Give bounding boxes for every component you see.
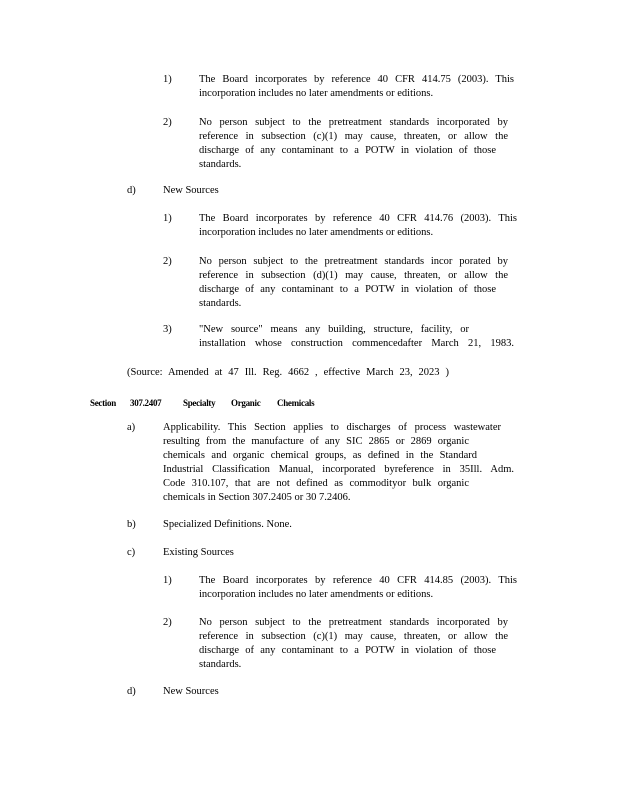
paragraph <box>199 212 517 240</box>
list-number: 3) <box>163 324 172 335</box>
text-line: The Board incorporates by reference 40 CFR 414.76 (2003). This <box>199 213 517 224</box>
heading-text: New Sources <box>163 185 219 196</box>
subsection-heading <box>163 685 219 699</box>
section-label: Section <box>90 398 116 408</box>
list-number: 1) <box>163 575 172 586</box>
list-number: 2) <box>163 256 172 267</box>
paragraph <box>199 323 514 351</box>
text-line: No person subject to the pretreatment standards incorporated by <box>199 617 508 628</box>
text-line: incorporation includes no later amendments or editions. <box>199 589 434 600</box>
paragraph <box>163 518 292 532</box>
text-line: standards. <box>199 298 242 309</box>
paragraph <box>199 574 517 602</box>
list-number: 2) <box>163 617 172 628</box>
text-line: (Source: Amended at 47 Ill. Reg. 4662 , effective March 23, 2023 ) <box>127 367 449 378</box>
subsection-heading <box>163 546 234 560</box>
heading-text: Existing Sources <box>163 547 234 558</box>
text-line: chemicals in Section 307.2405 or 30 7.2406. <box>163 492 351 503</box>
list-number: 2) <box>163 117 172 128</box>
paragraph <box>199 73 514 101</box>
text-line: No person subject to the pretreatment standards incor porated by <box>199 256 508 267</box>
text-line: The Board incorporates by reference 40 CFR 414.85 (2003). This <box>199 575 517 586</box>
list-letter: a) <box>127 422 136 433</box>
text-line: reference in subsection (c)(1) may cause, threaten, or allow the <box>199 631 508 642</box>
paragraph <box>199 255 508 311</box>
text-line: incorporation includes no later amendments or editions. <box>199 88 434 99</box>
text-line: discharge of any contaminant to a POTW in violation of those <box>199 645 496 656</box>
text-line: Code 310.107, that are not defined as commodityor bulk organic <box>163 478 469 489</box>
list-number: 1) <box>163 74 172 85</box>
section-number: 307.2407 <box>130 398 162 408</box>
heading-text: New Sources <box>163 686 219 697</box>
list-number: 1) <box>163 213 172 224</box>
text-line: chemicals and organic chemical groups, as defined in the Standard <box>163 450 477 461</box>
text-line: The Board incorporates by reference 40 CFR 414.75 (2003). This <box>199 74 514 85</box>
text-line: Applicability. This Section applies to discharges of process wastewater <box>163 422 501 433</box>
text-line: resulting from the manufacture of any SIC 2865 or 2869 organic <box>163 436 469 447</box>
source-note <box>127 366 449 380</box>
text-line: discharge of any contaminant to a POTW in violation of those <box>199 284 496 295</box>
text-line: reference in subsection (c)(1) may cause, threaten, or allow the <box>199 131 508 142</box>
section-title-word: Specialty <box>183 398 216 408</box>
text-line: reference in subsection (d)(1) may cause, threaten, or allow the <box>199 270 508 281</box>
list-letter: b) <box>127 519 136 530</box>
text-line: Specialized Definitions. None. <box>163 519 292 530</box>
list-letter: d) <box>127 185 136 196</box>
text-line: Industrial Classification Manual, incorporated byreference in 35Ill. Adm. <box>163 464 514 475</box>
list-letter: d) <box>127 686 136 697</box>
paragraph <box>163 421 514 505</box>
text-line: "New source" means any building, structure, facility, or <box>199 324 469 335</box>
section-title-word: Chemicals <box>277 398 315 408</box>
text-line: discharge of any contaminant to a POTW in violation of those <box>199 145 496 156</box>
text-line: incorporation includes no later amendments or editions. <box>199 227 434 238</box>
text-line: standards. <box>199 159 242 170</box>
paragraph <box>199 116 508 172</box>
text-line: installation whose construction commencedafter March 21, 1983. <box>199 338 514 349</box>
paragraph <box>199 616 508 672</box>
subsection-heading <box>163 184 219 198</box>
text-line: standards. <box>199 659 242 670</box>
section-title-word: Organic <box>231 398 261 408</box>
text-line: No person subject to the pretreatment standards incorporated by <box>199 117 508 128</box>
list-letter: c) <box>127 547 136 558</box>
